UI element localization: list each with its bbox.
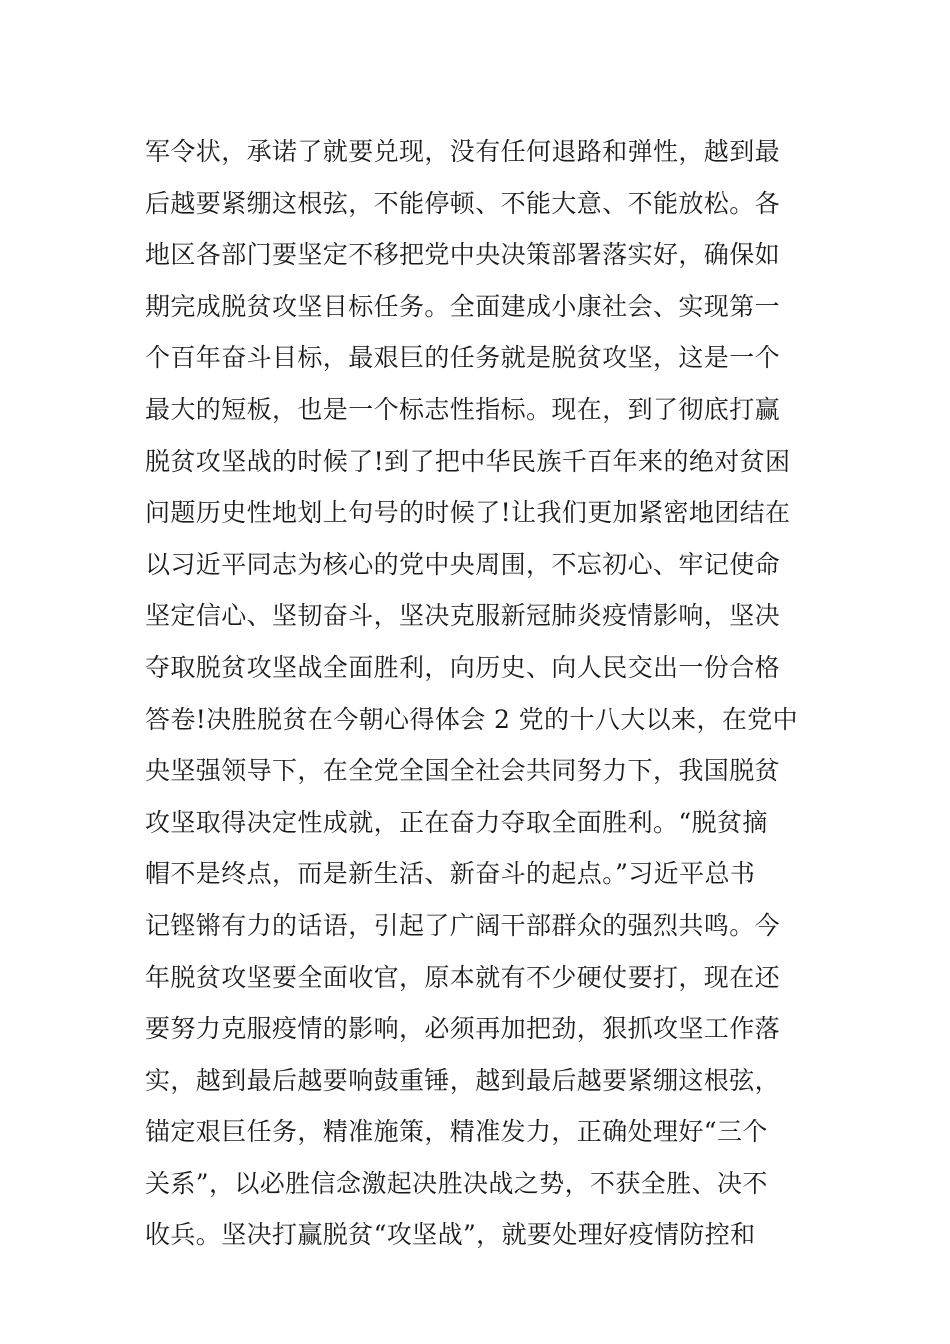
text-line: 锚定艰巨任务，精准施策，精准发力，正确处理好“三个: [145, 1117, 768, 1147]
text-line: 军令状，承诺了就要兑现，没有任何退路和弹性，越到最: [145, 137, 781, 166]
text-line: 问题历史性地划上句号的时候了!让我们更加紧密地团结在: [145, 498, 791, 528]
text-line: 记铿锵有力的话语，引起了广阔干部群众的强烈共鸣。今: [145, 910, 781, 940]
text-line: 最大的短板，也是一个标志性指标。现在，到了彻底打赢: [145, 394, 781, 424]
text-line: 答卷!决胜脱贫在今朝心得体会 2 党的十八大以来，在党中: [145, 704, 799, 734]
text-line: 央坚强领导下，在全党全国全社会共同努力下，我国脱贫: [145, 756, 781, 786]
text-line: 脱贫攻坚战的时候了!到了把中华民族千百年来的绝对贫困: [145, 446, 791, 476]
body-text: [145, 126, 815, 1261]
text-line: 实，越到最后越要响鼓重锤，越到最后越要紧绷这根弦，: [145, 1065, 781, 1095]
text-line: 夺取脱贫攻坚战全面胜利，向历史、向人民交出一份合格: [145, 652, 781, 682]
text-line: 坚定信心、坚韧奋斗，坚决克服新冠肺炎疫情影响，坚决: [145, 601, 781, 631]
text-line: 个百年奋斗目标，最艰巨的任务就是脱贫攻坚，这是一个: [145, 343, 781, 373]
text-line: 关系”，以必胜信念激起决胜决战之势，不获全胜、决不: [145, 1168, 768, 1198]
text-line: 要努力克服疫情的影响，必须再加把劲，狠抓攻坚工作落: [145, 1014, 781, 1044]
text-line: 收兵。坚决打赢脱贫“攻坚战”，就要处理好疫情防控和: [145, 1220, 756, 1250]
text-line: 以习近平同志为核心的党中央周围，不忘初心、牢记使命: [145, 549, 781, 579]
text-line: 地区各部门要坚定不移把党中央决策部署落实好，确保如: [145, 240, 781, 270]
text-line: 后越要紧绷这根弦，不能停顿、不能大意、不能放松。各: [145, 188, 781, 218]
text-line: 年脱贫攻坚要全面收官，原本就有不少硬仗要打，现在还: [145, 962, 781, 992]
text-line: 攻坚取得决定性成就，正在奋力夺取全面胜利。“脱贫摘: [145, 807, 768, 837]
text-line: 帽不是终点，而是新生活、新奋斗的起点。”习近平总书: [145, 859, 756, 889]
text-line: 期完成脱贫攻坚目标任务。全面建成小康社会、实现第一: [145, 291, 781, 321]
